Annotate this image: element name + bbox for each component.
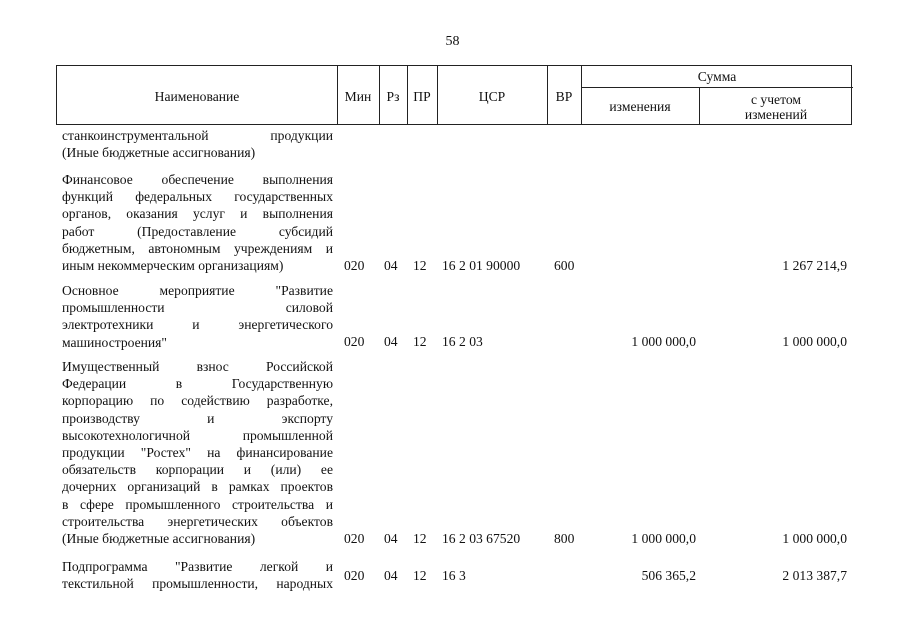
- row-name-line: строительства энергетических объектов: [62, 513, 333, 529]
- row-name-line: иным некоммерческим организациям): [62, 257, 284, 273]
- row-name-line: функций федеральных государственных: [62, 189, 333, 205]
- row-name-line: (Иные бюджетные ассигнования): [62, 145, 256, 161]
- cell-total: 1 000 000,0: [782, 334, 847, 349]
- header-with-changes: [699, 87, 853, 126]
- row-name-line: в сфере промышленного строительства и: [62, 496, 333, 512]
- header-csr: ЦСР: [478, 88, 506, 104]
- cell-total: 2 013 387,7: [782, 568, 847, 583]
- cell-pr: 12: [413, 568, 427, 583]
- cell-pr: 12: [413, 334, 427, 349]
- row-name-line: Федерации в Государственную: [62, 376, 333, 392]
- page-number: 58: [445, 34, 460, 49]
- header-with-changes-line1: с учетом: [750, 91, 801, 107]
- cell-pr: 12: [413, 531, 427, 546]
- cell-changes: 506 365,2: [641, 568, 696, 583]
- cell-changes: 1 000 000,0: [631, 531, 696, 546]
- row-name-line: Финансовое обеспечение выполнения: [62, 172, 333, 187]
- row-name-line: текстильной промышленности, народных: [62, 576, 333, 592]
- cell-pr: 12: [413, 258, 427, 273]
- cell-changes: 1 000 000,0: [631, 334, 696, 349]
- row-name-line: бюджетным, автономным учреждениям и: [62, 240, 333, 256]
- row-name-line: обязательств корпорации и (или) ее: [62, 462, 333, 478]
- cell-vr: 600: [554, 258, 575, 273]
- row-name: [62, 282, 333, 351]
- header-with-changes-line2: изменений: [744, 106, 808, 122]
- cell-min: 020: [344, 334, 365, 349]
- row-name-line: корпорацию по содействию разработке,: [62, 393, 333, 409]
- row-name-line: продукции "Ростех" на финансирование: [62, 444, 333, 460]
- header-name: Наименование: [154, 88, 240, 104]
- cell-min: 020: [344, 531, 365, 546]
- cell-vr: 800: [554, 531, 575, 546]
- header-rz: Рз: [386, 88, 400, 104]
- cell-total: 1 267 214,9: [782, 258, 847, 273]
- header-summa: Сумма: [697, 69, 737, 84]
- row-name-line: (Иные бюджетные ассигнования): [62, 530, 256, 546]
- cell-csr: 16 2 03 67520: [442, 531, 521, 546]
- header-changes: изменения: [609, 99, 671, 114]
- row-name-line: Основное мероприятие "Развитие: [62, 283, 333, 298]
- cell-rz: 04: [384, 568, 398, 583]
- row-name-line: органов, оказания услуг и выполнения: [62, 206, 333, 222]
- cell-min: 020: [344, 568, 365, 583]
- row-name-line: станкоинструментальной продукции: [62, 128, 333, 143]
- cell-csr: 16 3: [442, 568, 466, 583]
- row-name: [62, 358, 333, 547]
- row-name-line: машиностроения": [62, 334, 167, 350]
- cell-rz: 04: [384, 334, 398, 349]
- table-header: [56, 65, 852, 125]
- row-name-line: дочерних организаций в рамках проектов: [62, 479, 333, 495]
- header-vr: ВР: [555, 88, 573, 104]
- cell-csr: 16 2 01 90000: [442, 258, 521, 273]
- cell-rz: 04: [384, 258, 398, 273]
- header-pr: ПР: [413, 88, 431, 104]
- row-name: [62, 558, 333, 592]
- row-name-line: электротехники и энергетического: [62, 317, 333, 333]
- row-name-line: промышленности силовой: [62, 300, 333, 316]
- row-name-line: производству и экспорту: [62, 410, 333, 426]
- cell-rz: 04: [384, 531, 398, 546]
- row-name-line: Имущественный взнос Российской: [62, 359, 333, 374]
- cell-min: 020: [344, 258, 365, 273]
- row-name: [62, 127, 333, 161]
- row-name-line: высокотехнологичной промышленной: [62, 427, 333, 443]
- cell-total: 1 000 000,0: [782, 531, 847, 546]
- row-name-line: работ (Предоставление субсидий: [62, 223, 333, 239]
- row-name-line: Подпрограмма "Развитие легкой и: [62, 559, 333, 574]
- cell-csr: 16 2 03: [442, 334, 483, 349]
- row-name: [62, 171, 333, 274]
- header-min: Мин: [344, 88, 372, 104]
